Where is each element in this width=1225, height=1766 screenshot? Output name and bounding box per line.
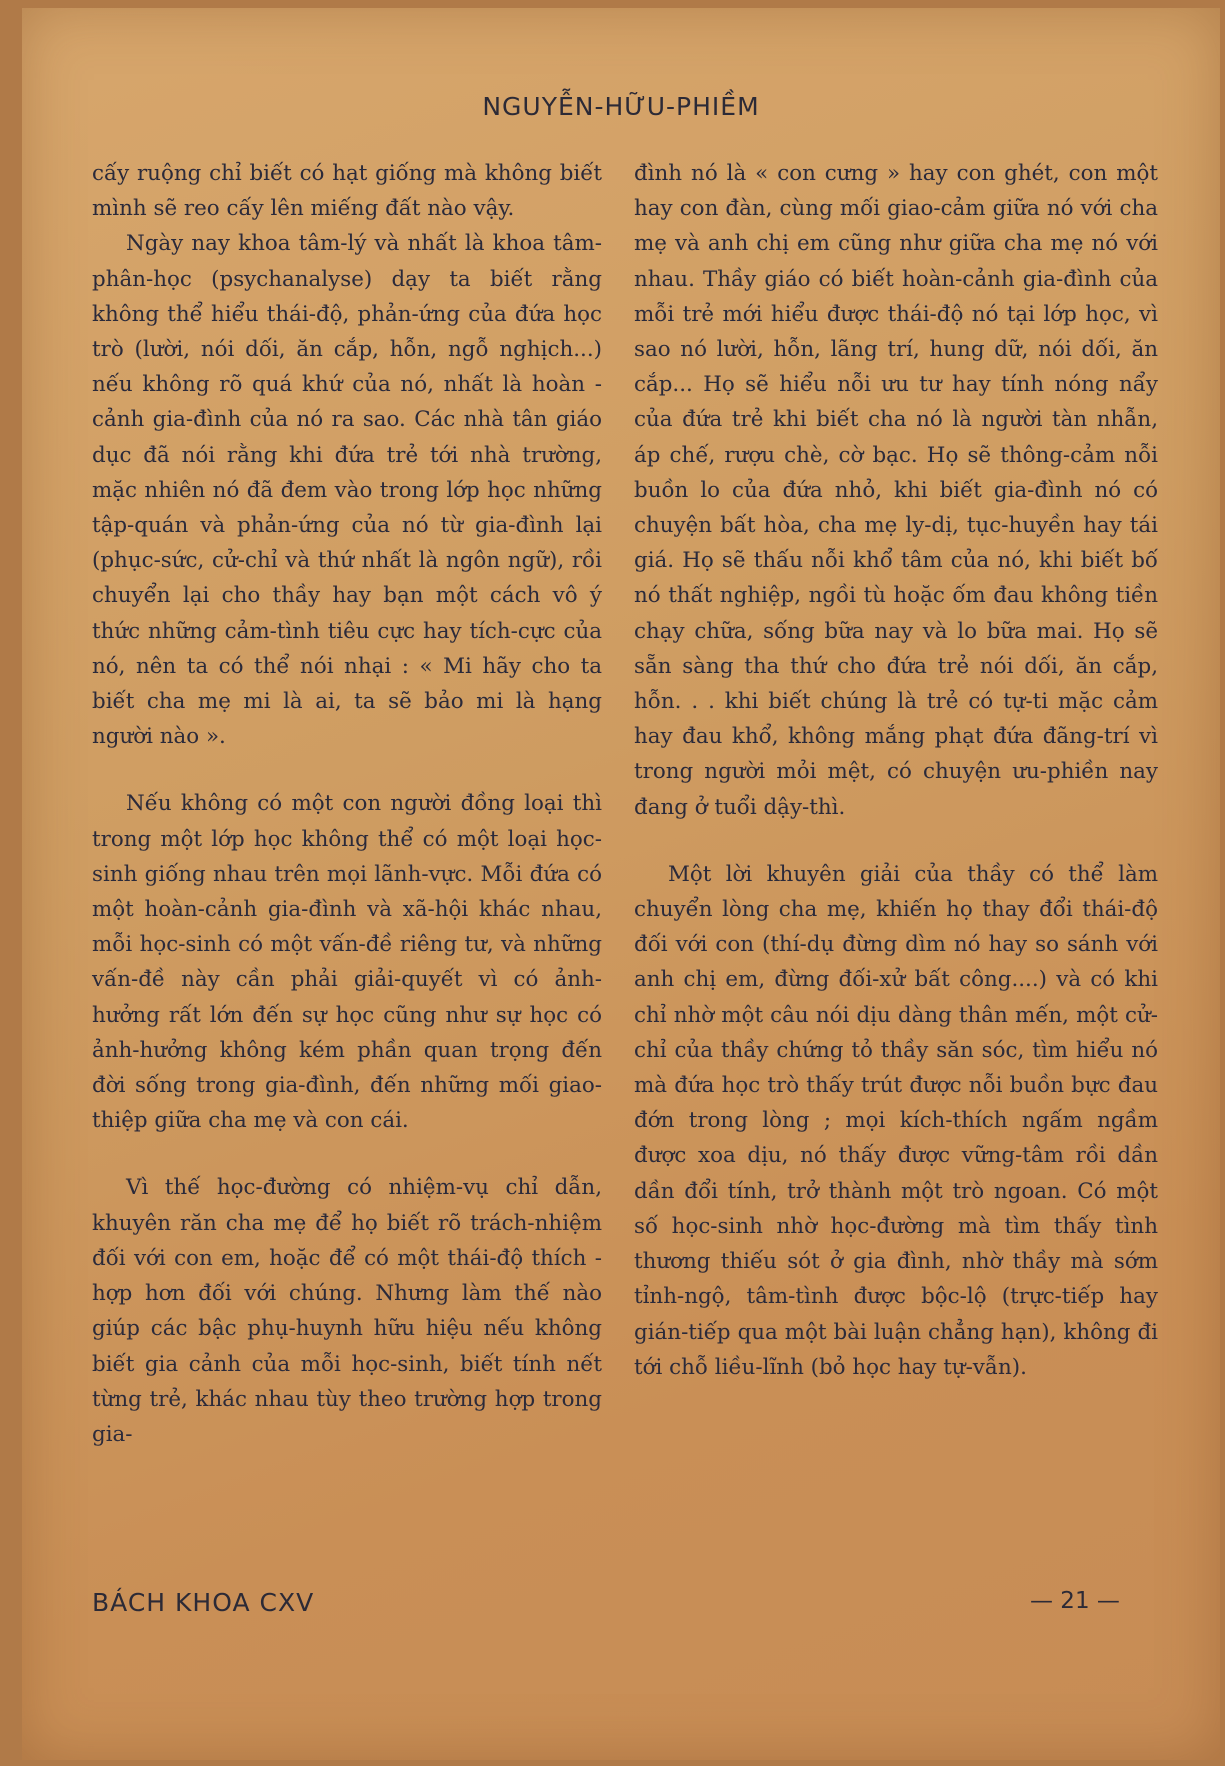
page-number: — 21 — <box>1030 1588 1120 1614</box>
paragraph: Nếu không có một con người đồng loại thì trong một lớp học không thể có một loại học-sinh giống nhau trên mọi lãnh-vực. Mỗi đứa có một hoàn-cảnh gia-đình và xã-hội khác nhau, mỗi học-sinh có một vấn-đề riêng tư, và những vấn-đề này cần phải giải-quyết vì có ảnh-hưởng rất lớn đến sự học cũng như sự học có ảnh-hưởng không kém phần quan trọng đến đời sống trong gia-đình, đến những mối giao-thiệp giữa cha mẹ và con cái. <box>92 791 602 1134</box>
running-head: NGUYỄN-HỮU-PHIỀM <box>482 92 760 121</box>
paragraph: cấy ruộng chỉ biết có hạt giống mà không biết mình sẽ reo cấy lên miếng đất nào vậy. <box>92 161 602 222</box>
right-column <box>634 156 1158 1385</box>
paragraph: Vì thế học-đường có nhiệm-vụ chỉ dẫn, khuyên răn cha mẹ để họ biết rõ trách-nhiệm đối với con em, hoặc để có một thái-độ thích - hợp hơn đối với chúng. Nhưng làm thế nào giúp các bậc phụ-huynh hữu hiệu nếu không biết gia cảnh của mỗi học-sinh, biết tính nết từng trẻ, khác nhau tùy theo trường hợp trong gia- <box>92 1175 602 1447</box>
paragraph: Ngày nay khoa tâm-lý và nhất là khoa tâm-phân-học (psychanalyse) dạy ta biết rằng không thể hiểu thái-độ, phản-ứng của đứa học trò (lười, nói dối, ăn cắp, hỗn, ngỗ nghịch...) nếu không rõ quá khứ của nó, nhất là hoàn - cảnh gia-đình của nó ra sao. Các nhà tân giáo dục đã nói rằng khi đứa trẻ tới nhà trường, mặc nhiên nó đã đem vào trong lớp học những tập-quán và phản-ứng của nó từ gia-đình lại (phục-sức, cử-chỉ và thứ nhất là ngôn ngữ), rồi chuyển lại cho thầy hay bạn một cách vô ý thức những cảm-tình tiêu cực hay tích-cực của nó, nên ta có thể nói nhại : « Mi hãy cho ta biết cha mẹ mi là ai, ta sẽ bảo mi là hạng người nào ». <box>92 231 602 750</box>
paragraph: đình nó là « con cưng » hay con ghét, con một hay con đàn, cùng mối giao-cảm giữa nó với cha mẹ và anh chị em cũng như giữa cha mẹ nó với nhau. Thầy giáo có biết hoàn-cảnh gia-đình của mỗi trẻ mới hiểu được thái-độ nó tại lớp học, vì sao nó lười, hỗn, lãng trí, hung dữ, nói dối, ăn cắp... Họ sẽ hiểu nỗi ưu tư hay tính nóng nẩy của đứa trẻ khi biết cha nó là người tàn nhẫn, áp chế, rượu chè, cờ bạc. Họ sẽ thông-cảm nỗi buồn lo của đứa nhỏ, khi biết gia-đình nó có chuyện bất hòa, cha mẹ ly-dị, tục-huyền hay tái giá. Họ sẽ thấu nỗi khổ tâm của nó, khi biết bố nó thất nghiệp, ngồi tù hoặc ốm đau không tiền chạy chữa, sống bữa nay và lo bữa mai. Họ sẽ sẵn sàng tha thứ cho đứa trẻ nói dối, ăn cắp, hỗn. . . khi biết chúng là trẻ có tự-ti mặc cảm hay đau khổ, không mắng phạt đứa đãng-trí vì trong người mỏi mệt, có chuyện ưu-phiền nay đang ở tuổi dậy-thì. <box>634 161 1158 820</box>
paragraph: Một lời khuyên giải của thầy có thể làm chuyển lòng cha mẹ, khiến họ thay đổi thái-độ đối với con (thí-dụ đừng dìm nó hay so sánh với anh chị em, đừng đối-xử bất công....) và có khi chỉ nhờ một câu nói dịu dàng thân mến, một cử-chỉ của thầy chứng tỏ thầy săn sóc, tìm hiểu nó mà đứa học trò thấy trút được nỗi buồn bực đau đớn trong lòng ; mọi kích-thích ngấm ngầm được xoa dịu, nó thấy được vững-tâm rồi dần dần đổi tính, trở thành một trò ngoan. Có một số học-sinh nhờ học-đường mà tìm thấy tình thương thiếu sót ở gia đình, nhờ thầy mà sớm tỉnh-ngộ, tâm-tình được bộc-lộ (trực-tiếp hay gián-tiếp qua một bài luận chẳng hạn), không đi tới chỗ liều-lĩnh (bỏ học hay tự-vẫn). <box>634 861 1158 1380</box>
left-column <box>92 156 602 1452</box>
book-page <box>22 8 1220 1760</box>
footer-publication: BÁCH KHOA CXV <box>92 1588 315 1617</box>
